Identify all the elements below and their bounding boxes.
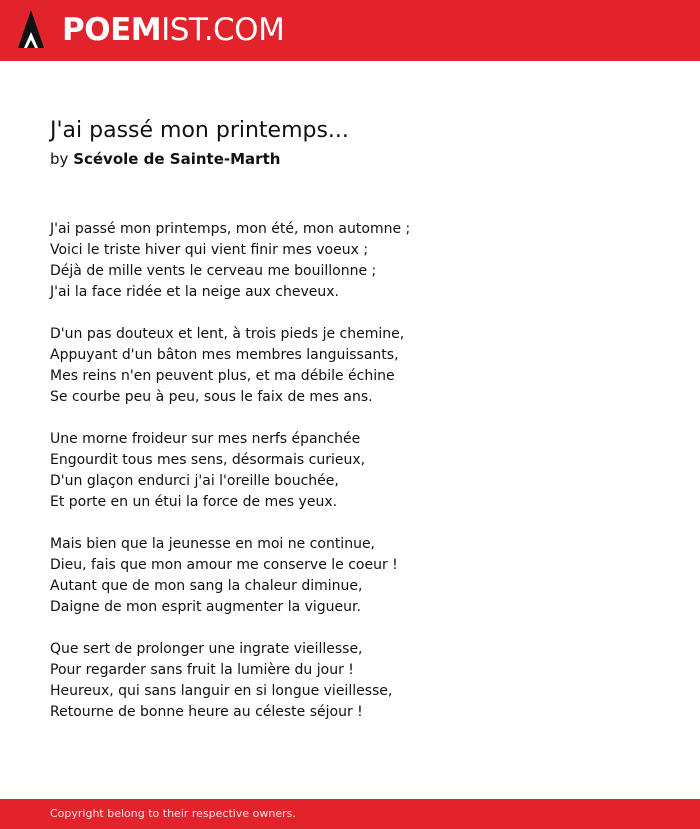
pencil-icon[interactable] [18,10,44,52]
poem-line: Daigne de mon esprit augmenter la vigueur. [50,599,361,615]
poem-line: Pour regarder sans fruit la lumière du jour ! [50,662,354,678]
poem-line: Mais bien que la jeunesse en moi ne continue, [50,536,376,552]
poem-line: D'un pas douteux et lent, à trois pieds je chemine, [50,326,405,342]
brand-thin: IST.COM [161,12,285,48]
poem-line: J'ai passé mon printemps, mon été, mon automne ; [50,221,411,237]
site-header [0,0,700,61]
poem-line: Une morne froideur sur mes nerfs épanchée [50,431,361,447]
poem-line: Dieu, fais que mon amour me conserve le coeur ! [50,557,398,573]
poem-body [50,219,650,744]
stanza [50,324,650,408]
poem-line: Retourne de bonne heure au céleste séjour ! [50,704,363,720]
site-footer [0,799,700,829]
poem-line: Mes reins n'en peuvent plus, et ma débile échine [50,368,395,384]
poem-line: Engourdit tous mes sens, désormais curieux, [50,452,366,468]
site-logo-text[interactable] [62,12,284,48]
poem-line: Se courbe peu à peu, sous le faix de mes ans. [50,389,373,405]
byline [50,149,280,169]
stanza [50,429,650,513]
poem-line: Et porte en un étui la force de mes yeux. [50,494,338,510]
poem-line: D'un glaçon endurci j'ai l'oreille bouchée, [50,473,339,489]
poem-title: J'ai passé mon printemps... [50,118,349,143]
copyright-text: Copyright belong to their respective owners. [50,807,296,820]
poem-line: Voici le triste hiver qui vient finir mes voeux ; [50,242,369,258]
brand-bold: POEM [62,12,162,48]
poem-line: Que sert de prolonger une ingrate vieillesse, [50,641,363,657]
stanza [50,534,650,618]
author-name: Scévole de Sainte-Marth [73,150,281,168]
poem-line: J'ai la face ridée et la neige aux cheveux. [50,284,339,300]
poem-line: Déjà de mille vents le cerveau me bouillonne ; [50,263,377,279]
poem-line: Autant que de mon sang la chaleur diminue, [50,578,363,594]
stanza [50,219,650,303]
stanza [50,639,650,723]
poem-line: Appuyant d'un bâton mes membres languissants, [50,347,399,363]
poem-line: Heureux, qui sans languir en si longue vieillesse, [50,683,393,699]
by-label: by [50,150,69,168]
